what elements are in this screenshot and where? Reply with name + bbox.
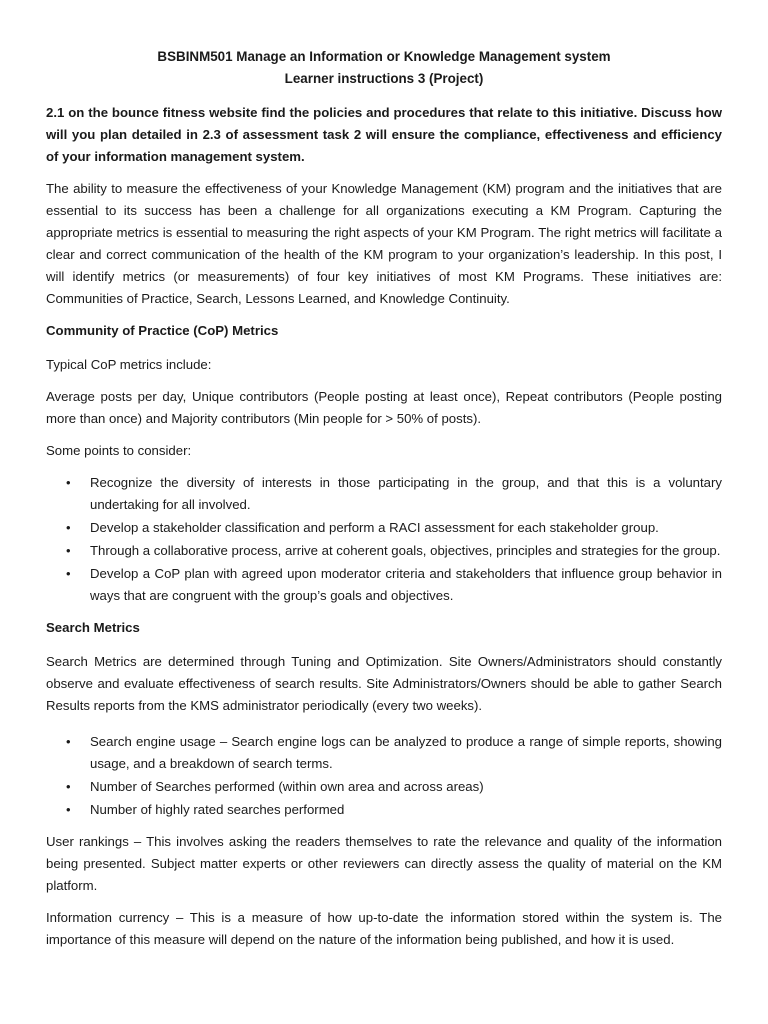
list-item-text: Recognize the diversity of interests in those participating in the group, and that this is a voluntary undertaking for all involved. [90, 475, 722, 512]
bullet-icon: • [66, 779, 71, 794]
intro-paragraph: The ability to measure the effectiveness of your Knowledge Management (KM) program and the initiatives that are essential to its success has been a challenge for all organizations executing a KM Program. Capturing the appropriate metrics is essential to measuring the right aspects of your KM Program. The right metrics will facilitate a clear and correct communication of the health of the KM program to your organization’s leadership. In this post, I will identify metrics (or measurements) of four key initiatives of most KM Programs. These initiatives are: Communities of Practice, Search, Lessons Learned, and Knowledge Continuity. [46, 181, 722, 306]
search-points-list [46, 731, 722, 821]
document-page [46, 46, 722, 961]
search-intro-paragraph: Search Metrics are determined through Tuning and Optimization. Site Owners/Administrators should constantly observe and evaluate effectiveness of search results. Site Administrators/Owners should be able to gather Search Results reports from the KMS administrator periodically (every two weeks). [46, 654, 722, 713]
bullet-icon: • [66, 802, 71, 817]
bullet-icon: • [66, 475, 71, 490]
list-item-text: Through a collaborative process, arrive at coherent goals, objectives, principles and strategies for the group. [90, 543, 721, 558]
list-item [46, 776, 722, 798]
bullet-icon: • [66, 520, 71, 535]
bullet-icon: • [66, 734, 71, 749]
list-item [46, 472, 722, 516]
bullet-icon: • [66, 566, 71, 581]
list-item-text: Search engine usage – Search engine logs can be analyzed to produce a range of simple reports, showing usage, and a breakdown of search terms. [90, 734, 722, 771]
information-currency-paragraph: Information currency – This is a measure of how up-to-date the information stored within the system is. The importance of this measure will depend on the nature of the information being published, and how it is used. [46, 910, 722, 947]
list-item [46, 799, 722, 821]
list-item [46, 731, 722, 775]
cop-points-list [46, 472, 722, 607]
question-text: 2.1 on the bounce fitness website find the policies and procedures that relate to this initiative. Discuss how will you plan detailed in 2.3 of assessment task 2 will ensure the compliance, effectiveness and efficiency of your information management system. [46, 105, 722, 164]
list-item-text: Develop a stakeholder classification and perform a RACI assessment for each stakeholder group. [90, 520, 659, 535]
cop-typical-text: Typical CoP metrics include: [46, 357, 212, 372]
user-rankings-paragraph: User rankings – This involves asking the readers themselves to rate the relevance and quality of the information being presented. Subject matter experts or other reviewers can directly assess the quality of material on the KM platform. [46, 834, 722, 893]
list-item-text: Number of Searches performed (within own area and across areas) [90, 779, 484, 794]
title-line-1: BSBINM501 Manage an Information or Knowledge Management system [157, 49, 611, 64]
list-item-text: Develop a CoP plan with agreed upon moderator criteria and stakeholders that influence group behavior in ways that are congruent with the group’s goals and objectives. [90, 566, 722, 603]
search-heading: Search Metrics [46, 620, 140, 635]
cop-metrics-paragraph: Average posts per day, Unique contributors (People posting at least once), Repeat contributors (People posting more than once) and Majority contributors (Min people for > 50% of posts). [46, 389, 722, 426]
document-title [46, 46, 722, 90]
list-item-text: Number of highly rated searches performed [90, 802, 345, 817]
cop-points-intro: Some points to consider: [46, 443, 192, 458]
title-line-2: Learner instructions 3 (Project) [284, 71, 484, 86]
cop-heading: Community of Practice (CoP) Metrics [46, 323, 279, 338]
list-item [46, 563, 722, 607]
bullet-icon: • [66, 543, 71, 558]
list-item [46, 540, 722, 562]
list-item [46, 517, 722, 539]
